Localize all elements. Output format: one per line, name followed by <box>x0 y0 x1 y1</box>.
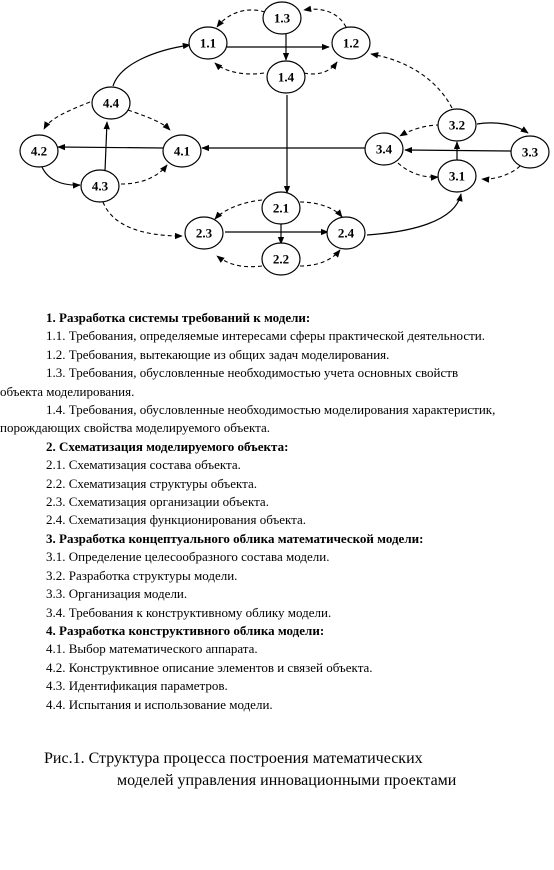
node-label: 1.3 <box>273 10 291 26</box>
node-1-2 <box>332 27 370 59</box>
edge-2.2-2.3 <box>217 256 262 267</box>
node-1-4 <box>267 61 305 93</box>
legend-item: 2.3. Схематизация организации объекта. <box>46 494 269 510</box>
edge-4.1-4.2 <box>58 147 163 148</box>
node-label: 3.2 <box>448 117 466 133</box>
node-label: 4.4 <box>102 95 120 111</box>
edge-4.4-4.1 <box>128 110 170 130</box>
legend-item: 3.1. Определение целесообразного состава модели. <box>46 549 330 565</box>
node-label: 3.3 <box>521 144 539 160</box>
node-1-1 <box>189 27 227 59</box>
node-2-1 <box>262 192 300 224</box>
legend-item: 2.4. Схематизация функционирования объекта. <box>46 512 306 528</box>
edge-3.2-3.3 <box>477 123 528 133</box>
node-4-3 <box>81 170 119 202</box>
node-label: 2.1 <box>272 200 290 216</box>
node-2-2 <box>262 243 300 275</box>
node-label: 2.2 <box>272 251 290 267</box>
figure-caption <box>0 748 554 792</box>
node-3-1 <box>438 160 476 192</box>
edge-4.2-4.3 <box>42 167 80 185</box>
edge-1.2-1.3 <box>304 9 346 27</box>
legend-section <box>0 622 554 640</box>
edge-4.3-4.1 <box>121 165 167 184</box>
node-label: 2.4 <box>337 225 355 241</box>
legend-item: 1.2. Требования, вытекающие из общих задач моделирования. <box>46 346 390 362</box>
section-number: 4. <box>46 622 56 638</box>
edge-1.4-1.1 <box>215 63 264 74</box>
edge-3.4-3.1 <box>398 163 438 177</box>
section-number: 2. <box>46 438 56 454</box>
section-title: Разработка концептуального облика математической модели: <box>59 530 424 546</box>
edge-3.3-3.1 <box>482 166 520 179</box>
node-label: 4.3 <box>91 178 109 194</box>
edge-1.3-1.1 <box>217 10 265 27</box>
section-number: 1. <box>46 310 56 325</box>
legend-section <box>0 438 554 456</box>
legend-section <box>0 530 554 548</box>
node-label: 1.1 <box>199 35 217 51</box>
node-label: 3.1 <box>448 168 466 184</box>
legend-item: 1.3. Требования, обусловленные необходимостью учета основных свойств объекта моделирования. <box>0 365 459 399</box>
process-structure-diagram <box>0 0 554 290</box>
legend-item: 1.1. Требования, определяемые интересами сферы практической деятельности. <box>46 328 486 344</box>
node-label: 2.3 <box>195 225 213 241</box>
edge-2.1-2.3 <box>215 200 262 219</box>
legend-item: 3.2. Разработка структуры модели. <box>46 567 238 583</box>
node-1-3 <box>263 2 301 34</box>
edge-3.3-3.4 <box>405 150 512 151</box>
node-2-4 <box>327 217 365 249</box>
legend-item: 3.4. Требования к конструктивному облику модели. <box>46 604 332 620</box>
edge-2.1-2.4 <box>300 202 342 217</box>
legend-item: 4.1. Выбор математического аппарата. <box>46 641 258 657</box>
legend-item: 1.4. Требования, обусловленные необходимостью моделирования характеристик, порождающих свойства моделируемого объекта. <box>0 402 496 436</box>
section-title: Схематизация моделируемого объекта: <box>59 438 289 454</box>
edge-4.3-2.3 <box>103 202 182 236</box>
edge-4.4-4.2 <box>44 102 90 129</box>
edge-4.3-4.4 <box>105 122 107 171</box>
legend-item: 2.1. Схематизация состава объекта. <box>46 457 241 473</box>
node-2-3 <box>185 217 223 249</box>
node-3-4 <box>365 133 403 165</box>
section-title: Разработка конструктивного облика модели: <box>59 622 325 638</box>
node-label: 4.1 <box>173 143 191 159</box>
legend-item: 3.3. Организация модели. <box>46 586 188 602</box>
legend-item: 4.4. Испытания и использование модели. <box>46 696 273 712</box>
node-label: 4.2 <box>30 143 48 159</box>
legend-item: 2.2. Схематизация структуры объекта. <box>46 475 257 491</box>
edge-3.2-3.4 <box>400 125 440 136</box>
legend-item: 4.3. Идентификация параметров. <box>46 678 228 694</box>
node-label: 3.4 <box>375 141 393 157</box>
node-label: 1.4 <box>277 69 295 85</box>
legend-section <box>0 309 554 327</box>
edge-2.2-2.4 <box>300 250 340 266</box>
edge-4.4-1.1 <box>113 45 190 86</box>
section-title: Разработка системы требований к модели: <box>59 310 311 325</box>
edge-1.4-1.2 <box>304 62 337 74</box>
node-4-1 <box>163 135 201 167</box>
node-4-2 <box>20 135 58 167</box>
legend-item: 4.2. Конструктивное описание элементов и связей объекта. <box>46 659 373 675</box>
node-4-4 <box>92 87 130 119</box>
node-3-3 <box>511 136 549 168</box>
edge-3.2-1.2 <box>371 54 452 108</box>
diagram-nodes <box>20 2 549 275</box>
legend-list <box>0 309 554 714</box>
edge-2.4-3.1 <box>367 194 461 235</box>
section-number: 3. <box>46 530 56 546</box>
caption-line-1: Рис.1. Структура процесса построения математических <box>44 750 423 767</box>
caption-line-2: моделей управления инновационными проектами <box>117 772 457 789</box>
node-3-2 <box>438 109 476 141</box>
node-label: 1.2 <box>342 35 360 51</box>
